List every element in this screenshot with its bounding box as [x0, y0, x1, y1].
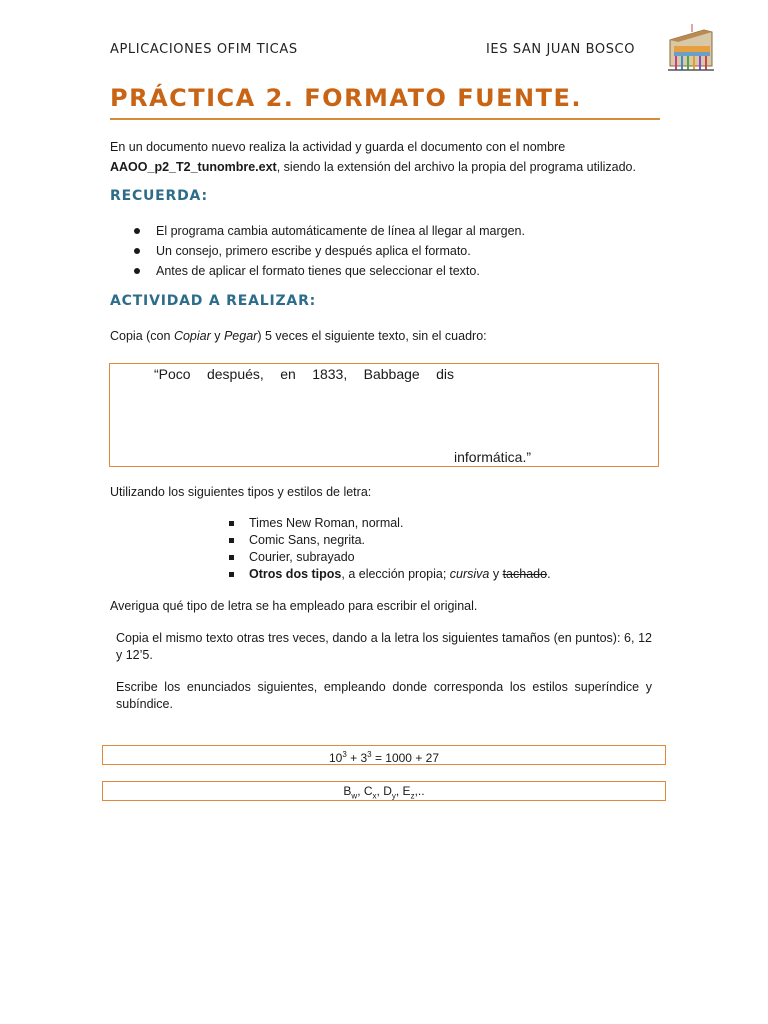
averigua-text: Averigua qué tipo de letra se ha empleado para escribir el original. [110, 599, 478, 613]
copy-post: ) 5 veces el siguiente texto, sin el cuadro: [257, 329, 487, 343]
font-list [229, 515, 649, 583]
eq2-s1: w [351, 791, 358, 801]
eq2-end: ,.. [414, 784, 425, 798]
title-underline [110, 118, 660, 120]
eq1-base2: 3 [360, 751, 368, 765]
recuerda-item: El programa cambia automáticamente de línea al llegar al margen. [110, 221, 670, 241]
copy-mid: y [210, 329, 224, 343]
intro-line2-rest: , siendo la extensión del archivo la propia del programa utilizado. [276, 160, 636, 174]
eq2-s2: x [372, 791, 377, 801]
eq1-exp1: 3 [342, 750, 347, 759]
eq2-b4: , E [395, 784, 411, 798]
school-logo-icon [666, 22, 716, 74]
copy-em-copiar: Copiar [173, 329, 211, 343]
eq2-s4: z [410, 791, 415, 801]
equation-box-2 [102, 781, 666, 801]
escribe-text: Escribe los enunciados siguientes, empleando donde corresponda los estilos superíndice y subíndice. [116, 680, 652, 711]
font-item: Courier, subrayado [229, 549, 649, 566]
quote-box [109, 363, 659, 467]
actividad-heading: ACTIVIDAD A REALIZAR: [110, 293, 317, 309]
eq2-b2: , C [357, 784, 373, 798]
copia-tamanos-text: Copia el mismo texto otras tres veces, dando a la letra los siguientes tamaños (en puntos): 6, 12 y 12’5. [116, 631, 652, 662]
intro-paragraph [110, 137, 670, 177]
quote-top-text: “Poco después, en 1833, Babbage dis [154, 366, 454, 382]
font-item4-end: . [547, 567, 551, 581]
page-title: PRÁCTICA 2. FORMATO FUENTE. [110, 84, 583, 112]
font-item4-b: y [489, 567, 503, 581]
font-item4-strike: tachado [502, 567, 548, 581]
font-item [229, 566, 649, 583]
eq1-exp2: 3 [367, 750, 372, 759]
copy-em-pegar: Pegar [223, 329, 258, 343]
eq1-plus: + [346, 751, 361, 765]
font-item4-italic: cursiva [449, 567, 490, 581]
header-right: IES SAN JUAN BOSCO [486, 42, 636, 57]
font-item4-a: , a elección propia; [341, 567, 450, 581]
intro-line1: En un documento nuevo realiza la actividad y guarda el documento con el nombre [110, 140, 566, 154]
fonts-intro: Utilizando los siguientes tipos y estilos de letra: [110, 485, 372, 499]
recuerda-item: Antes de aplicar el formato tienes que seleccionar el texto. [110, 261, 670, 281]
eq1-base1: 10 [328, 751, 343, 765]
intro-line2 [110, 157, 670, 177]
font-item4-bold: Otros dos tipos [249, 567, 342, 581]
recuerda-heading: RECUERDA: [110, 188, 208, 204]
eq2-s3: y [391, 791, 396, 801]
equation-box-1 [102, 745, 666, 765]
copy-pre: Copia (con [110, 329, 174, 343]
recuerda-list [110, 221, 670, 281]
eq1-rest: = 1000 + 27 [371, 751, 440, 765]
intro-filename: AAOO_p2_T2_tunombre.ext [110, 160, 277, 174]
header-left: APLICACIONES OFIM TICAS [110, 42, 298, 57]
font-item: Comic Sans, negrita. [229, 532, 649, 549]
copy-instruction [110, 326, 670, 346]
quote-bottom-text: informática.” [454, 449, 532, 465]
eq2-b3: , D [376, 784, 392, 798]
recuerda-item: Un consejo, primero escribe y después aplica el formato. [110, 241, 670, 261]
font-item: Times New Roman, normal. [229, 515, 649, 532]
eq2-b1: B [343, 784, 352, 798]
